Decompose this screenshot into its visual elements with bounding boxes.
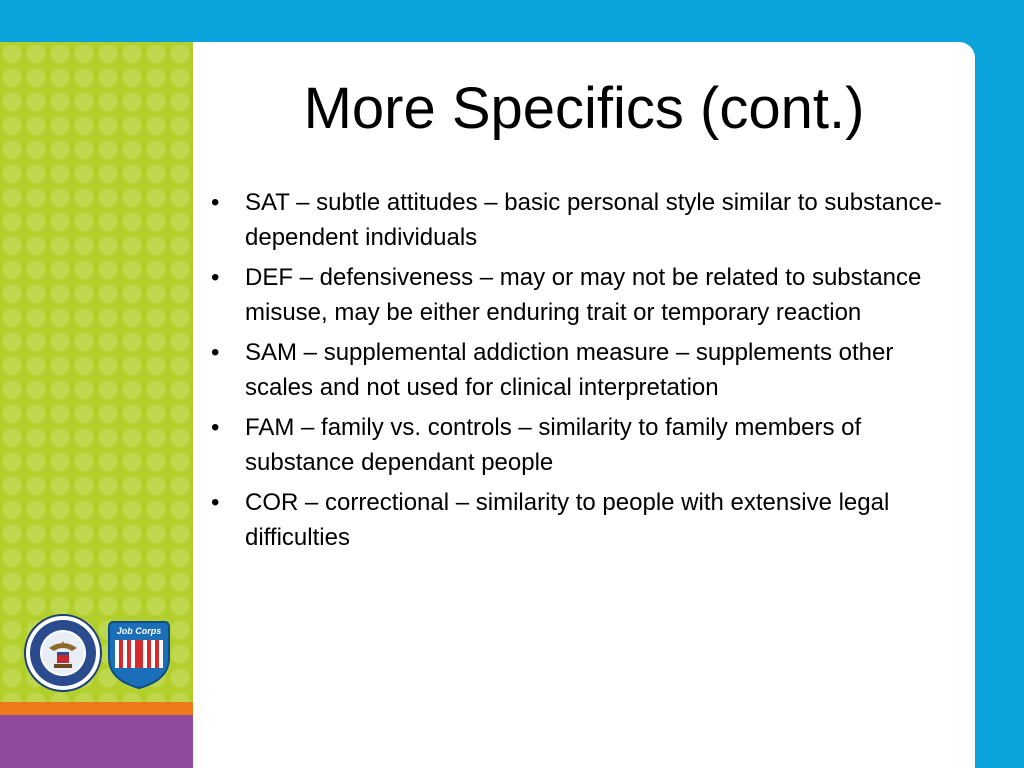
bullet-list [201, 186, 953, 561]
bullet-item [201, 486, 953, 555]
slide-content-panel [193, 42, 975, 768]
bullet-text: COR – correctional – similarity to people with extensive legal difficulties [245, 489, 890, 551]
job-corps-shield-icon [107, 618, 171, 690]
bullet-text: FAM – family vs. controls – similarity to family members of substance dependant people [245, 414, 862, 476]
svg-text:Job Corps: Job Corps [116, 626, 162, 636]
bullet-item [201, 411, 953, 480]
bullet-text: SAT – subtle attitudes – basic personal style similar to substance-dependent individuals [245, 189, 942, 251]
bullet-marker: • [211, 339, 220, 366]
left-green-panel [0, 42, 193, 702]
slide-title: More Specifics (cont.) [303, 76, 865, 141]
purple-stripe [0, 715, 193, 768]
bullet-text: SAM – supplemental addiction measure – supplements other scales and not used for clinical interpretation [245, 339, 894, 401]
bullet-item [201, 186, 953, 255]
bullet-item [201, 261, 953, 330]
right-blue-band [975, 42, 1024, 768]
orange-stripe [0, 702, 193, 715]
bullet-marker: • [211, 264, 220, 291]
top-blue-band [0, 0, 1024, 42]
bullet-marker: • [211, 489, 220, 516]
bullet-text: DEF – defensiveness – may or may not be related to substance misuse, may be either enduring trait or temporary reaction [245, 264, 922, 326]
bullet-item [201, 336, 953, 405]
bullet-marker: • [211, 414, 220, 441]
department-of-labor-seal-icon [24, 614, 102, 692]
bullet-marker: • [211, 189, 220, 216]
